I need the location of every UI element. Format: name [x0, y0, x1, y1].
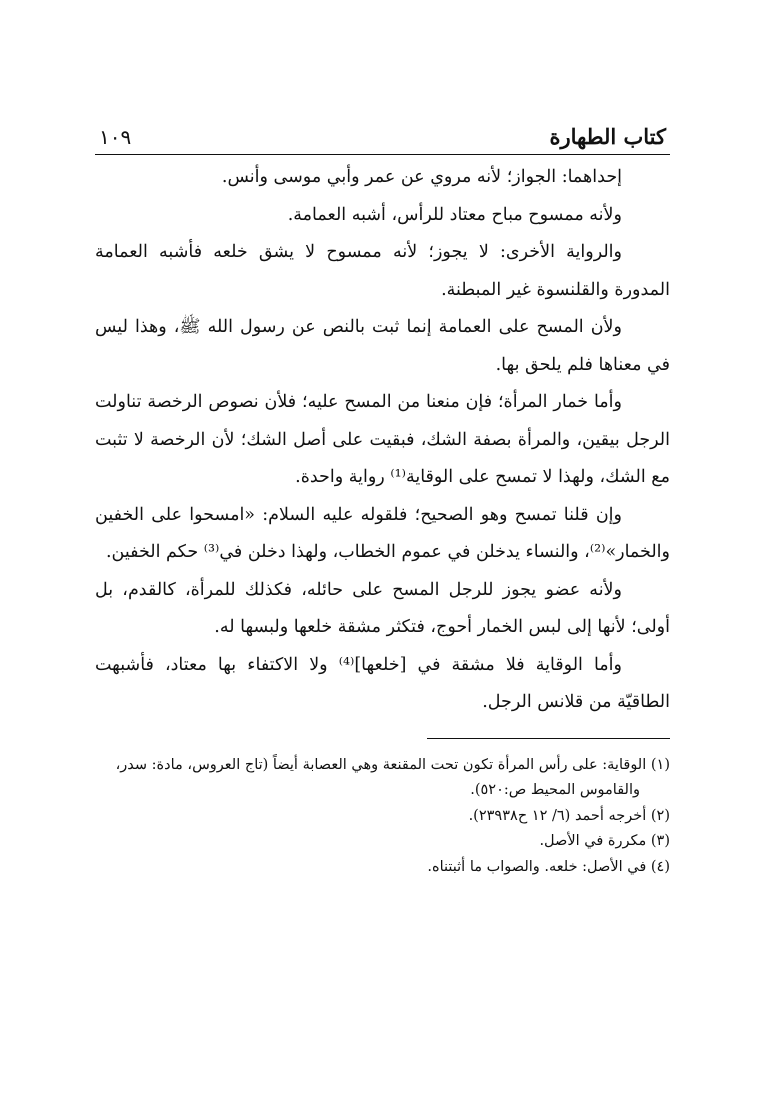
- footnotes: [95, 753, 670, 881]
- footnote: (٤) في الأصل: خلعه. والصواب ما أثبتناه.: [427, 858, 670, 875]
- footnote-separator: [427, 738, 670, 739]
- paragraph: وأما الوقاية فلا مشقة في [خلعها]⁽⁴⁾ ولا الاكتفاء بها معتاد، فأشبهت الطاقيّة من قلانس الرجل.: [95, 654, 670, 712]
- book-page: [95, 118, 670, 880]
- paragraph: وأما خمار المرأة؛ فإن منعنا من المسح عليه؛ فلأن نصوص الرخصة تناولت الرجل بيقين، والمرأة بصفة الشك، فبقيت على أصل الشك؛ لأن الرخصة لا تثبت مع الشك، ولهذا لا تمسح على الوقاية⁽¹⁾ رواية واحدة.: [95, 392, 670, 487]
- running-header: [95, 118, 670, 155]
- footnote: (٢) أخرجه أحمد (٦/ ١٢ ح٢٣٩٣٨).: [468, 807, 670, 824]
- paragraph: وإن قلنا تمسح وهو الصحيح؛ فلقوله عليه السلام: «امسحوا على الخفين والخمار»⁽²⁾، والنساء يدخلن في عموم الخطاب، ولهذا دخلن في⁽³⁾ حكم الخفين.: [95, 504, 670, 562]
- footnote: (٣) مكررة في الأصل.: [539, 833, 670, 849]
- paragraph: ولأن المسح على العمامة إنما ثبت بالنص عن رسول الله ﷺ، وهذا ليس في معناها فلم يلحق بها.: [95, 317, 670, 375]
- footnote: (١) الوقاية: على رأس المرأة تكون تحت المقنعة وهي العصابة أيضاً (تاج العروس، مادة: سدر، والقاموس المحيط ص:٥٢٠).: [115, 756, 670, 798]
- page-number: ١٠٩: [99, 125, 132, 149]
- main-text: [95, 159, 670, 722]
- paragraph: إحداهما: الجواز؛ لأنه مروي عن عمر وأبي موسى وأنس.: [221, 167, 622, 187]
- paragraph: والرواية الأخرى: لا يجوز؛ لأنه ممسوح لا يشق خلعه فأشبه العمامة المدورة والقلنسوة غير المبطنة.: [95, 242, 670, 300]
- paragraph: ولأنه عضو يجوز للرجل المسح على حائله، فكذلك للمرأة، كالقدم، بل أولى؛ لأنها إلى لبس الخمار أحوج، فتكثر مشقة خلعها ولبسها له.: [95, 579, 670, 637]
- paragraph: ولأنه ممسوح مباح معتاد للرأس، أشبه العمامة.: [287, 204, 622, 225]
- chapter-title: كتاب الطهارة: [549, 124, 666, 149]
